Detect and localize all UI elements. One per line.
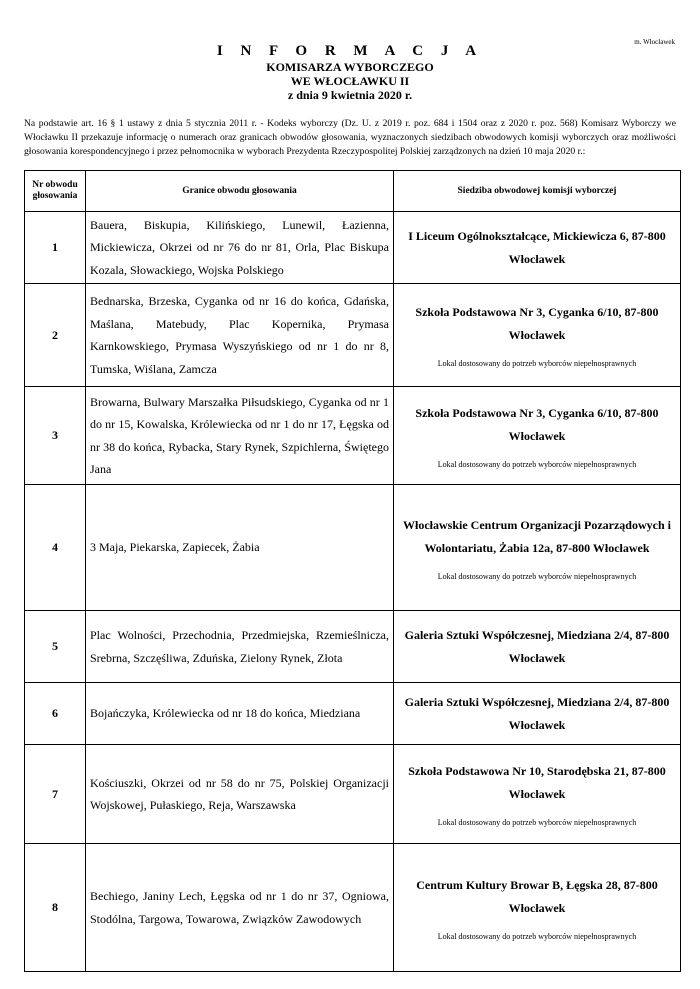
district-boundaries: Bechiego, Janiny Lech, Łęgska od nr 1 do nr 37, Ogniowa, Stodólna, Targowa, Towarowa, Związków Zawodowych <box>86 844 394 972</box>
commission-seat-address: I Liceum Ogólnokształcące, Mickiewicza 6, 87-800 Włocławek <box>408 228 666 266</box>
document-heading <box>0 42 700 102</box>
commission-seat <box>394 683 681 745</box>
table-row <box>25 387 681 485</box>
district-number: 4 <box>25 485 86 611</box>
commission-seat-address: Galeria Sztuki Współczesnej, Miedziana 2/4, 87-800 Włocławek <box>404 694 670 732</box>
issuer-line-2: WE WŁOCŁAWKU II <box>290 74 410 88</box>
district-boundaries: 3 Maja, Piekarska, Zapiecek, Żabia <box>86 485 394 611</box>
commission-seat-address: Szkoła Podstawowa Nr 10, Starodębska 21, 87-800 Włocławek <box>408 764 666 801</box>
issuer-line-1: KOMISARZA WYBORCZEGO <box>266 60 434 74</box>
district-number: 3 <box>25 387 86 485</box>
table-row <box>25 212 681 284</box>
commission-seat <box>394 611 681 683</box>
accessibility-note: Lokal dostosowany do potrzeb wyborców niepełnosprawnych <box>437 459 637 469</box>
commission-seat <box>394 212 681 284</box>
commission-seat-address: Galeria Sztuki Współczesnej, Miedziana 2/4, 87-800 Włocławek <box>404 627 670 665</box>
intro-paragraph: Na podstawie art. 16 § 1 ustawy z dnia 5 stycznia 2011 r. - Kodeks wyborczy (Dz. U. z 2019 r. poz. 684 i 1504 oraz z 2020 r. poz. 568) Komisarz Wyborczy we Włocławku II przekazuje informację o numerach oraz granicach obwodów głosowania, wyznaczonych siedzibach obwodowych komisji wyborczych oraz możliwości głosowania korespondencyjnego i przez pełnomocnika w wyborach Prezydenta Rzeczypospolitej Polskiej zarządzonych na dzień 10 maja 2020 r.: <box>24 118 676 157</box>
district-number: 1 <box>25 212 86 284</box>
table-row <box>25 485 681 611</box>
district-boundaries: Plac Wolności, Przechodnia, Przedmiejska, Rzemieślnicza, Srebrna, Szczęśliwa, Zduńska, Zielony Rynek, Złota <box>86 611 394 683</box>
table-row <box>25 745 681 844</box>
district-number: 2 <box>25 284 86 387</box>
commission-seat-address: Szkoła Podstawowa Nr 3, Cyganka 6/10, 87-800 Włocławek <box>415 305 659 342</box>
district-boundaries: Bednarska, Brzeska, Cyganka od nr 16 do końca, Gdańska, Maślana, Matebudy, Plac Kopernika, Prymasa Karnkowskiego, Prymasa Wyszyńskiego od nr 1 do nr 8, Tumska, Wiślana, Zamcza <box>86 284 394 387</box>
accessibility-note: Lokal dostosowany do potrzeb wyborców niepełnosprawnych <box>437 571 637 581</box>
commission-seat <box>394 284 681 387</box>
district-number: 8 <box>25 844 86 972</box>
commission-seat <box>394 844 681 972</box>
table-body <box>25 212 681 972</box>
district-number: 5 <box>25 611 86 683</box>
table-row <box>25 683 681 745</box>
commission-seat <box>394 485 681 611</box>
districts-table <box>24 170 681 972</box>
header-commission-seat: Siedziba obwodowej komisji wyborczej <box>394 171 681 212</box>
municipality-label: m. Włocławek <box>634 38 675 46</box>
table-row <box>25 284 681 387</box>
commission-seat <box>394 387 681 485</box>
district-boundaries: Bauera, Biskupia, Kilińskiego, Lunewil, Łazienna, Mickiewicza, Okrzei od nr 76 do nr 81, Orla, Plac Biskupa Kozala, Słowackiego, Wojska Polskiego <box>86 212 394 284</box>
document-date: z dnia 9 kwietnia 2020 r. <box>287 88 413 102</box>
document-title: I N F O R M A C J A <box>216 43 484 59</box>
district-boundaries: Kościuszki, Okrzei od nr 58 do nr 75, Polskiej Organizacji Wojskowej, Pułaskiego, Reja, Warszawska <box>86 745 394 844</box>
commission-seat-address: Szkoła Podstawowa Nr 3, Cyganka 6/10, 87-800 Włocławek <box>415 405 659 443</box>
table-header-row <box>25 171 681 212</box>
district-number: 6 <box>25 683 86 745</box>
commission-seat-address: Centrum Kultury Browar B, Łęgska 28, 87-800 Włocławek <box>416 877 658 915</box>
accessibility-note: Lokal dostosowany do potrzeb wyborców niepełnosprawnych <box>437 818 637 827</box>
commission-seat <box>394 745 681 844</box>
table-row <box>25 611 681 683</box>
district-number: 7 <box>25 745 86 844</box>
accessibility-note: Lokal dostosowany do potrzeb wyborców niepełnosprawnych <box>437 359 637 368</box>
header-district-number: Nr obwodu głosowania <box>25 171 86 212</box>
district-boundaries: Browarna, Bulwary Marszałka Piłsudskiego, Cyganka od nr 1 do nr 15, Kowalska, Królewiecka od nr 1 do nr 17, Łęgska od nr 38 do końca, Rybacka, Stary Rynek, Szpichlerna, Świętego Jana <box>86 387 394 485</box>
district-boundaries: Bojańczyka, Królewiecka od nr 18 do końca, Miedziana <box>86 683 394 745</box>
header-district-boundaries: Granice obwodu głosowania <box>86 171 394 212</box>
accessibility-note: Lokal dostosowany do potrzeb wyborców niepełnosprawnych <box>437 931 637 941</box>
commission-seat-address: Włocławskie Centrum Organizacji Pozarządowych i Wolontariatu, Żabia 12a, 87-800 Włocławek <box>403 517 671 555</box>
table-row <box>25 844 681 972</box>
